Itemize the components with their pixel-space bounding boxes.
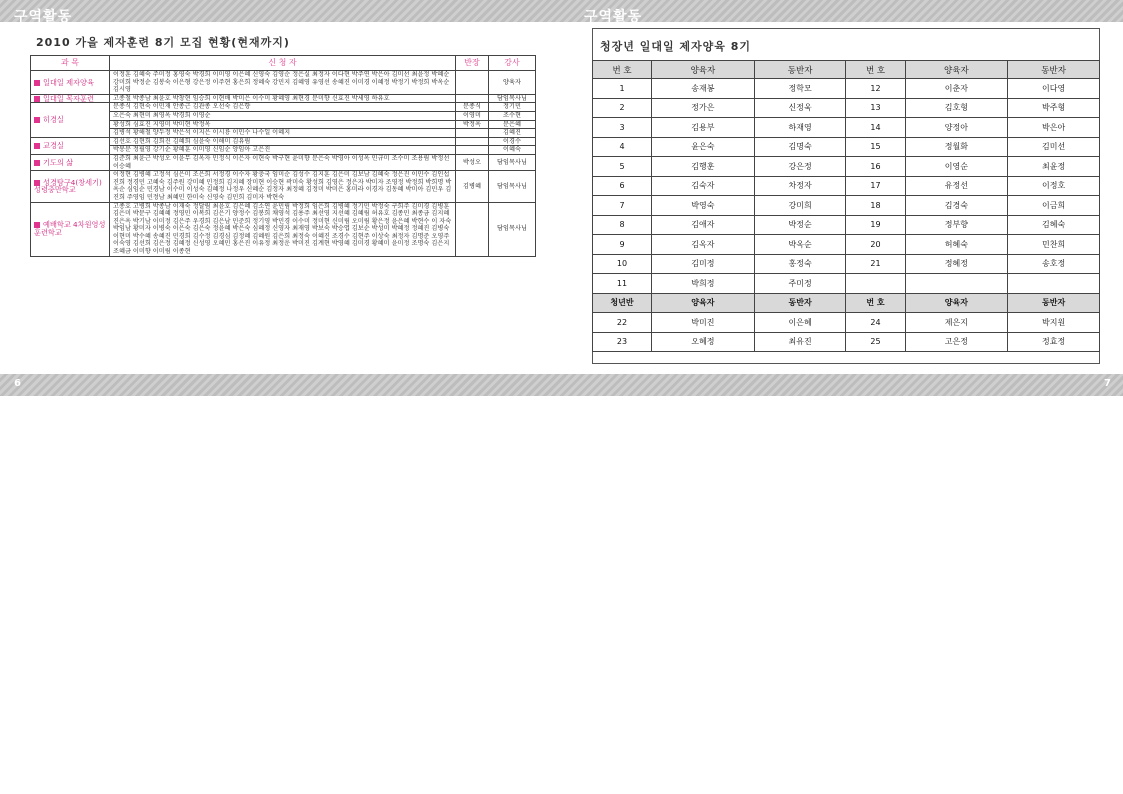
table-cell: 박주형: [1008, 98, 1100, 118]
table-cell: 김숙자: [652, 176, 755, 196]
leader-cell: 김병혜: [456, 171, 489, 202]
table-cell: 번 호: [846, 293, 905, 313]
table-row: [593, 118, 1100, 138]
course-label: 성경탐구4(창세기) 성령충만학교: [34, 177, 102, 195]
table-cell: 민찬희: [1008, 235, 1100, 255]
course-label: 기도의 삶: [43, 157, 74, 167]
col-partner: 동반자: [754, 61, 846, 79]
table-cell: 정월화: [905, 137, 1008, 157]
table-cell: 김옥자: [652, 235, 755, 255]
table-row: [31, 103, 536, 112]
table-cell: 박은아: [1008, 118, 1100, 138]
table-cell: 3: [593, 118, 652, 138]
table-cell: 송호정: [1008, 254, 1100, 274]
table-cell: 김행훈: [652, 157, 755, 177]
course-label: 일대일 제자양육: [43, 77, 94, 87]
footer-band: [0, 374, 1123, 396]
table-cell: 홍정숙: [754, 254, 846, 274]
table-cell: 김애자: [652, 215, 755, 235]
bullet-square-icon: [34, 96, 40, 102]
teacher-cell: 문은혜: [489, 120, 536, 129]
table-cell: 김명숙: [754, 137, 846, 157]
right-section-label: 구역활동: [584, 9, 643, 25]
teacher-cell: 김혜진: [489, 129, 536, 138]
table-cell: 양정아: [905, 118, 1008, 138]
table-cell: 10: [593, 254, 652, 274]
table-cell: 윤은숙: [652, 137, 755, 157]
table-row: [593, 313, 1100, 333]
table-cell: [1008, 274, 1100, 294]
course-cell: [31, 154, 110, 170]
table-cell: 김호형: [905, 98, 1008, 118]
table-cell: 정효정: [1008, 332, 1100, 352]
table-cell: 13: [846, 98, 905, 118]
table-cell: 21: [846, 254, 905, 274]
bullet-square-icon: [34, 160, 40, 166]
table-cell: 차정자: [754, 176, 846, 196]
table-cell: 오혜정: [652, 332, 755, 352]
table-cell: 강미희: [754, 196, 846, 216]
left-title: 2010 가을 제자훈련 8기 모집 현황(현재까지): [36, 36, 290, 49]
course-cell: [31, 71, 110, 95]
teacher-cell: 담임목사님: [489, 154, 536, 170]
table-cell: 박희정: [652, 274, 755, 294]
table-cell: 김미선: [1008, 137, 1100, 157]
leader-cell: [456, 146, 489, 155]
applicants-cell: 오은숙 최현미 최영옥 박경희 이영순: [110, 111, 456, 120]
table-cell: 19: [846, 215, 905, 235]
leader-cell: 박정옥: [456, 120, 489, 129]
applicants-cell: 문종식 김현숙 이민재 안종근 김관종 오선숙 김은향: [110, 103, 456, 112]
table-cell: 동반자: [1008, 293, 1100, 313]
table-cell: 16: [846, 157, 905, 177]
table-row: [31, 137, 536, 146]
table-cell: 김혜숙: [1008, 215, 1100, 235]
left-section-label: 구역활동: [14, 9, 73, 25]
table-row: [593, 235, 1100, 255]
table-row: [593, 137, 1100, 157]
table-cell: 정부향: [905, 215, 1008, 235]
leader-cell: [456, 94, 489, 103]
table-row: [31, 202, 536, 256]
table-cell: 송재봉: [652, 79, 755, 99]
col-leader: 반장: [456, 56, 489, 71]
table-cell: 이다영: [1008, 79, 1100, 99]
table-row: [593, 274, 1100, 294]
table-cell: 정가은: [652, 98, 755, 118]
table-cell: 14: [846, 118, 905, 138]
left-page-number: 6: [14, 378, 21, 389]
bullet-square-icon: [34, 80, 40, 86]
col-number: 번 호: [593, 61, 652, 79]
leader-cell: 박성오: [456, 154, 489, 170]
applicants-cell: 김선호 김현희 김희진 김혜희 심윤숙 이해미 김유림: [110, 137, 456, 146]
col-course: 과 목: [31, 56, 110, 71]
youth-header-row: [593, 293, 1100, 313]
table-cell: 박미진: [652, 313, 755, 333]
table-cell: 강은정: [754, 157, 846, 177]
course-label: 히경실: [43, 115, 64, 125]
course-label: 예배학교 4차원영성훈련학교: [34, 220, 106, 238]
applicants-cell: 이정현 김병혜 고정석 심은미 조은희 서정경 이수자 황충국 임미순 김성수 김지훈 김은미 김보남 김혜숙 정은진 이민수 김인섭 진희 정경민 고혜숙 김주원 강미혜 민정희 김지혜 장미현 이승현 곽미숙 황성희 김영은 정은자 박미자 조영정 박정희 박희명 박옥순 심임순 민경남 이수미 이성숙 김혜정 나정우 신혜순 김정자 최정혜 김정미 박미은 홍미라 이경자 김동혜 박미아 김민우 김진희 주영임 민정남 최혜민 한미숙 신영숙 김민희 김미자 박현숙: [110, 171, 456, 202]
applicants-cell: 김준희 최윤근 박성오 이윤무 김옥자 민정식 이은자 이현숙 박구현 윤미향 문은숙 박영아 이성옥 민규미 조수미 조용림 박정선 이승혜: [110, 154, 456, 170]
teacher-cell: 이혜숙: [489, 146, 536, 155]
table-row: [593, 254, 1100, 274]
table-cell: 최윤정: [1008, 157, 1100, 177]
table-cell: 4: [593, 137, 652, 157]
col-mentor: 양육자: [905, 61, 1008, 79]
table-cell: 신정욱: [754, 98, 846, 118]
table-cell: 김경숙: [905, 196, 1008, 216]
teacher-cell: 조수현: [489, 111, 536, 120]
header-band: [0, 0, 1123, 22]
table-cell: 정혜정: [905, 254, 1008, 274]
table-cell: 이영순: [905, 157, 1008, 177]
table-row: [593, 157, 1100, 177]
applicants-cell: 박봉분 정필영 강기순 황혜훈 이미영 신임순 양임아 고은진: [110, 146, 456, 155]
table-cell: 18: [846, 196, 905, 216]
applicants-cell: 황성희 심효진 지영미 박미현 박정옥: [110, 120, 456, 129]
table-row: [593, 79, 1100, 99]
table-cell: 박영숙: [652, 196, 755, 216]
right-title: 청장년 일대일 제자양육 8기: [600, 40, 752, 53]
table-cell: 양육자: [652, 293, 755, 313]
table-cell: 청년반: [593, 293, 652, 313]
applicants-cell: 고종호 고병희 박종남 이재숙 정달림 최윤호 김은혜 김소연 윤민림 박정희 임은희 김병혜 정기민 박정숙 구희주 김미경 김병훈 김은미 박문구 김혜혜 정영민 이복희 김은기 양정수 김봉희 채영석 김용주 최선영 지선혜 김혜림 허유호 김종민 최종금 김지혜 진은옥 박기남 이미정 김은주 우경희 김은남 민준희 정기영 박민경 이수미 정미현 신미림 오미림 황은정 윤은혜 박현수 이 자숙 박임남 황미자 이병숙 이은숙 김은숙 정윤혜 박은숙 심혜정 신영자 최재영 박보숙 박승엽 김보순 박성미 박혜정 정혜진 김병숙 이현미 박수혜 송혜진 민경희 김수정 김경심 김정혜 김혜원 김은희 최정숙 이혜진 조경수 김현주 이상숙 최정자 김명준 오영주 이숙영 김선희 김은정 김혜정 신성영 오혜민 홍은진 이유정 최정운 박미진 김계현 박영혜 김미경 황혜미 윤미정 조명숙 김은지 조혜금 이미향 이미림 이종현: [110, 202, 456, 256]
table-cell: 23: [593, 332, 652, 352]
col-applicants: 신 청 자: [110, 56, 456, 71]
leader-cell: [456, 129, 489, 138]
table-cell: 8: [593, 215, 652, 235]
course-cell: [31, 103, 110, 137]
leader-cell: [456, 202, 489, 256]
table-cell: 이정호: [1008, 176, 1100, 196]
course-label: 일대일 목자훈련: [43, 93, 94, 103]
table-cell: 양육자: [905, 293, 1008, 313]
table-cell: 박지원: [1008, 313, 1100, 333]
table-cell: 이금희: [1008, 196, 1100, 216]
applicants-cell: 고종철 박종남 최윤호 박창현 임승희 이현배 박미은 이수미 황혜영 최현경 문미향 신효진 박세영 하유호: [110, 94, 456, 103]
table-cell: 유정선: [905, 176, 1008, 196]
col-mentor: 양육자: [652, 61, 755, 79]
table-cell: 동반자: [754, 293, 846, 313]
applicants-cell: 김병석 황해철 양두정 박은석 이지은 이시룡 이민수 나수일 이혜지: [110, 129, 456, 138]
course-cell: [31, 137, 110, 154]
col-teacher: 강사: [489, 56, 536, 71]
table-cell: 제은지: [905, 313, 1008, 333]
table-row: [31, 171, 536, 202]
table-row: [31, 154, 536, 170]
recruitment-table: [30, 55, 536, 257]
table-cell: 박옥순: [754, 235, 846, 255]
table-cell: 15: [846, 137, 905, 157]
table-cell: 12: [846, 79, 905, 99]
table-cell: [905, 274, 1008, 294]
table-row: [593, 332, 1100, 352]
bullet-square-icon: [34, 117, 40, 123]
table-row: [593, 98, 1100, 118]
table-cell: 7: [593, 196, 652, 216]
table-cell: 최유진: [754, 332, 846, 352]
leader-cell: [456, 71, 489, 95]
table-cell: 하재영: [754, 118, 846, 138]
course-cell: [31, 94, 110, 103]
table-cell: [846, 274, 905, 294]
table-cell: 박정순: [754, 215, 846, 235]
teacher-cell: 정기민: [489, 103, 536, 112]
teacher-cell: 담임목사님: [489, 202, 536, 256]
table-row: [31, 94, 536, 103]
table-cell: 9: [593, 235, 652, 255]
table-cell: 주미정: [754, 274, 846, 294]
col-number: 번 호: [846, 61, 905, 79]
table-cell: 17: [846, 176, 905, 196]
right-page-number: 7: [1104, 378, 1111, 389]
course-cell: [31, 171, 110, 202]
table-cell: 허혜숙: [905, 235, 1008, 255]
applicants-cell: 이정훈 김혜숙 주미정 홍영숙 박경희 이미영 이은혜 신영숙 김영순 정은실 최정자 이다현 박주연 박은아 김미선 최윤정 박혜순 강미희 박정순 김봉숙 이은형 강은정 이주현 홍은희 정혜숙 강민지 김혜영 유영선 송혜진 이미경 이혜정 박정기 박정희 박옥순 김시영: [110, 71, 456, 95]
table-cell: 6: [593, 176, 652, 196]
bullet-square-icon: [34, 143, 40, 149]
table-row: [593, 196, 1100, 216]
table-cell: 1: [593, 79, 652, 99]
table-header-row: [593, 61, 1100, 79]
col-partner: 동반자: [1008, 61, 1100, 79]
course-label: 교경실: [43, 141, 64, 151]
table-row: [593, 176, 1100, 196]
table-row: [593, 215, 1100, 235]
teacher-cell: 담임목사님: [489, 171, 536, 202]
table-cell: 2: [593, 98, 652, 118]
course-cell: [31, 202, 110, 256]
table-cell: 김미정: [652, 254, 755, 274]
table-cell: 김용부: [652, 118, 755, 138]
table-cell: 20: [846, 235, 905, 255]
table-cell: 정학모: [754, 79, 846, 99]
table-cell: 24: [846, 313, 905, 333]
teacher-cell: 양육자: [489, 71, 536, 95]
teacher-cell: 이경수: [489, 137, 536, 146]
table-cell: 5: [593, 157, 652, 177]
leader-cell: 이영미: [456, 111, 489, 120]
table-row: [31, 71, 536, 95]
table-cell: 11: [593, 274, 652, 294]
leader-cell: [456, 137, 489, 146]
table-cell: 고은정: [905, 332, 1008, 352]
teacher-cell: 담임목사님: [489, 94, 536, 103]
mentoring-table: [592, 60, 1100, 352]
table-cell: 이춘자: [905, 79, 1008, 99]
table-cell: 25: [846, 332, 905, 352]
table-header-row: [31, 56, 536, 71]
table-cell: 이은혜: [754, 313, 846, 333]
table-cell: 22: [593, 313, 652, 333]
leader-cell: 문종식: [456, 103, 489, 112]
